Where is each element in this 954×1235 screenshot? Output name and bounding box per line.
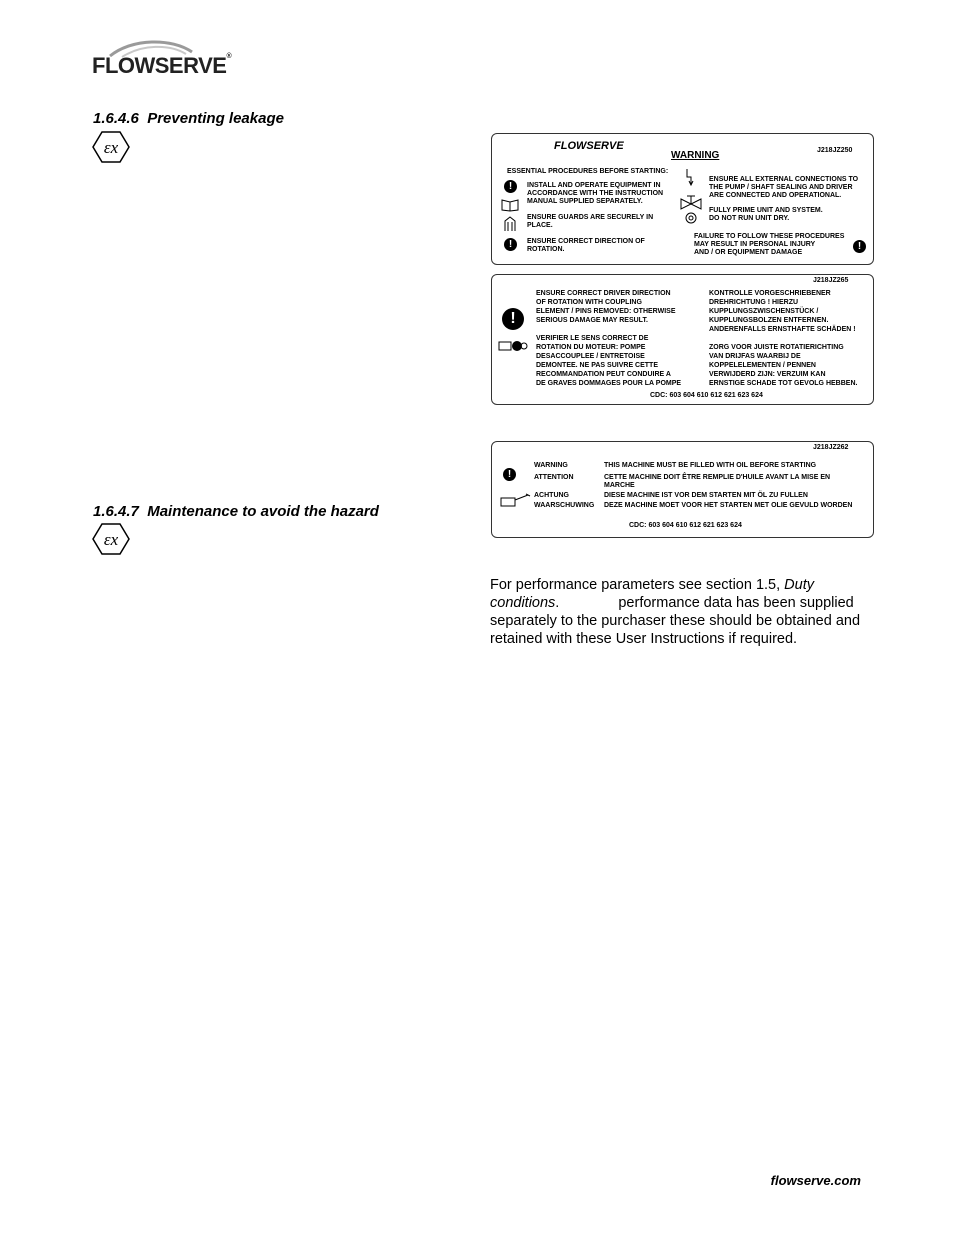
label-right-1c: ARE CONNECTED AND OPERATIONAL. bbox=[709, 192, 842, 199]
label-right-3a: FAILURE TO FOLLOW THESE PROCEDURES bbox=[694, 233, 845, 240]
label-right-1b: THE PUMP / SHAFT SEALING AND DRIVER bbox=[709, 184, 853, 191]
label3-lang-3: ACHTUNG bbox=[534, 492, 569, 499]
label2-de-1: KONTROLLE VORGESCHRIEBENER bbox=[709, 290, 831, 297]
label3-text-2b: MARCHE bbox=[604, 482, 635, 489]
label-right-3c: AND / OR EQUIPMENT DAMAGE bbox=[694, 249, 803, 256]
label2-en-4: SERIOUS DAMAGE MAY RESULT. bbox=[536, 317, 648, 324]
label-right-3b: MAY RESULT IN PERSONAL INJURY bbox=[694, 241, 816, 248]
label-code: J218JZ262 bbox=[813, 444, 849, 451]
oil-can-icon bbox=[498, 491, 532, 509]
performance-paragraph: For performance parameters see section 1.5, Duty conditions. performance data has been supplied separately to the purchaser these should be obtained and retained with these User Instructions if required. bbox=[490, 577, 861, 647]
label2-cdc: CDC: 603 604 610 612 621 623 624 bbox=[650, 392, 763, 399]
section-heading-preventing-leakage: 1.6.4.6 Preventing leakage bbox=[93, 110, 284, 127]
label2-fr-2: ROTATION DU MOTEUR: POMPE bbox=[536, 344, 646, 351]
exclamation-icon: ! bbox=[853, 240, 866, 253]
label2-en-2: OF ROTATION WITH COUPLING bbox=[536, 299, 642, 306]
label-brand: FLOWSERVE bbox=[554, 140, 624, 152]
ex-hazard-icon bbox=[92, 523, 130, 555]
label-intro: ESSENTIAL PROCEDURES BEFORE STARTING: bbox=[507, 168, 669, 175]
label2-de-5: ANDERENFALLS ERNSTHAFTE SCHÄDEN ! bbox=[709, 326, 856, 333]
label2-nl-1: ZORG VOOR JUISTE ROTATIERICHTING bbox=[709, 344, 844, 351]
label3-lang-4: WAARSCHUWING bbox=[534, 502, 595, 509]
svg-text:εx: εx bbox=[103, 530, 119, 549]
ex-hazard-icon bbox=[92, 131, 130, 163]
label2-de-4: KUPPLUNGSBOLZEN ENTFERNEN. bbox=[709, 317, 829, 324]
label-code: J218JZ250 bbox=[817, 147, 853, 154]
label-code: J218JZ265 bbox=[813, 277, 849, 284]
label2-en-3: ELEMENT / PINS REMOVED: OTHERWISE bbox=[536, 308, 676, 315]
oil-warning-label bbox=[491, 441, 874, 538]
footer-website: flowserve.com bbox=[770, 1173, 861, 1188]
label2-nl-2: VAN DRIJFAS WAARBIJ DE bbox=[709, 353, 801, 360]
label2-en-1: ENSURE CORRECT DRIVER DIRECTION bbox=[536, 290, 671, 297]
label3-lang-2: ATTENTION bbox=[534, 474, 574, 481]
label3-text-1: THIS MACHINE MUST BE FILLED WITH OIL BEFORE STARTING bbox=[604, 462, 817, 469]
label3-cdc: CDC: 603 604 610 612 621 623 624 bbox=[629, 522, 742, 529]
label-left-1b: ACCORDANCE WITH THE INSTRUCTION bbox=[527, 190, 664, 197]
exclamation-icon: ! bbox=[504, 180, 517, 193]
exclamation-icon: ! bbox=[503, 468, 516, 481]
label-left-1a: INSTALL AND OPERATE EQUIPMENT IN bbox=[527, 182, 661, 189]
label3-text-2: CETTE MACHINE DOIT ÊTRE REMPLIE D'HUILE AVANT LA MISE EN bbox=[604, 474, 831, 481]
label2-nl-3: KOPPELELEMENTEN / PENNEN bbox=[709, 362, 816, 369]
label2-fr-3: DESACCOUPLEE / ENTRETOISE bbox=[536, 353, 645, 360]
label3-text-4: DEZE MACHINE MOET VOOR HET STARTEN MET OLIE GEVULD WORDEN bbox=[604, 502, 853, 509]
label2-de-3: KUPPLUNGSZWISCHENSTÜCK / bbox=[709, 308, 819, 315]
warning-label-1 bbox=[491, 133, 874, 265]
label-left-3b: ROTATION. bbox=[527, 246, 565, 253]
svg-text:εx: εx bbox=[103, 138, 119, 157]
label-right-1a: ENSURE ALL EXTERNAL CONNECTIONS TO bbox=[709, 176, 859, 183]
label-right-2a: FULLY PRIME UNIT AND SYSTEM. bbox=[709, 207, 823, 214]
label-left-1c: MANUAL SUPPLIED SEPARATELY. bbox=[527, 198, 643, 205]
label2-fr-5: RECOMMANDATION PEUT CONDUIRE A bbox=[536, 371, 671, 378]
label2-fr-1: VERIFIER LE SENS CORRECT DE bbox=[536, 335, 649, 342]
section-heading-maintenance: 1.6.4.7 Maintenance to avoid the hazard bbox=[93, 503, 379, 520]
manual-book-icon bbox=[501, 198, 519, 212]
label-left-2a: ENSURE GUARDS ARE SECURELY IN bbox=[527, 214, 654, 221]
label2-fr-6: DE GRAVES DOMMAGES POUR LA POMPE bbox=[536, 380, 682, 387]
guard-icon bbox=[503, 216, 517, 232]
label-left-2b: PLACE. bbox=[527, 222, 553, 229]
warning-label-2 bbox=[491, 274, 874, 405]
label2-fr-4: DEMONTEE. NE PAS SUIVRE CETTE bbox=[536, 362, 658, 369]
coupling-icon bbox=[498, 339, 528, 353]
label2-de-2: DREHRICHTUNG ! HIERZU bbox=[709, 299, 799, 306]
label-right-2b: DO NOT RUN UNIT DRY. bbox=[709, 215, 790, 222]
label3-text-3: DIESE MACHINE IST VOR DEM STARTEN MIT ÖL ZU FULLEN bbox=[604, 492, 808, 499]
exclamation-icon: ! bbox=[502, 308, 524, 330]
logo-text: FLOWSERVE® bbox=[92, 53, 232, 78]
label2-nl-4: VERWIJDERD ZIJN: VERZUIM KAN bbox=[709, 371, 826, 378]
label2-nl-5: ERNSTIGE SCHADE TOT GEVOLG HEBBEN. bbox=[709, 380, 858, 387]
electrical-hazard-icon bbox=[682, 168, 696, 188]
valve-icon bbox=[680, 192, 702, 224]
label-warning-title: WARNING bbox=[671, 150, 720, 161]
exclamation-icon: ! bbox=[504, 238, 517, 251]
label-left-3a: ENSURE CORRECT DIRECTION OF bbox=[527, 238, 645, 245]
label3-lang-1: WARNING bbox=[534, 462, 568, 469]
